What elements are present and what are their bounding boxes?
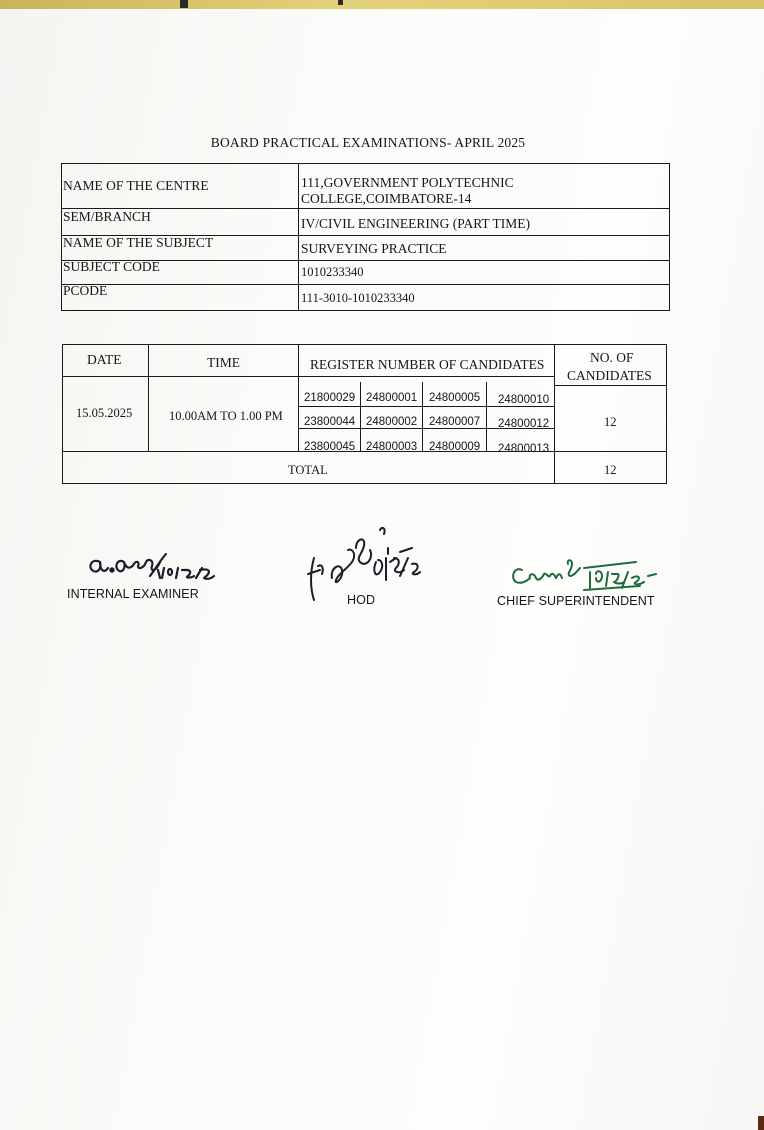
register-header: REGISTER NUMBER OF CANDIDATES xyxy=(310,357,545,372)
branch-value: IV/CIVIL ENGINEERING (PART TIME) xyxy=(301,216,531,231)
count-header-line2: CANDIDATES xyxy=(567,368,652,383)
count-header-line1: NO. OF xyxy=(590,350,634,365)
tape-mark xyxy=(338,0,343,5)
date-header: DATE xyxy=(87,352,122,367)
register-number: 24800007 xyxy=(429,416,481,428)
register-number: 24800003 xyxy=(366,441,418,453)
subject-code-value: 1010233340 xyxy=(301,265,364,279)
chief-superintendent-label: CHIEF SUPERINTENDENT xyxy=(497,594,655,608)
register-number: 23800045 xyxy=(304,441,356,453)
centre-value-line1: 111,GOVERNMENT POLYTECHNIC xyxy=(301,175,514,190)
internal-examiner-label: INTERNAL EXAMINER xyxy=(67,587,199,601)
exam-schedule-table xyxy=(62,344,667,484)
register-number: 24800009 xyxy=(429,441,481,453)
centre-value-line2: COLLEGE,COIMBATORE-14 xyxy=(301,191,472,206)
register-number: 21800029 xyxy=(304,392,356,404)
subject-code-label: SUBJECT CODE xyxy=(63,259,160,274)
subject-label: NAME OF THE SUBJECT xyxy=(63,235,214,250)
exam-time: 10.00AM TO 1.00 PM xyxy=(169,409,283,423)
internal-examiner-signature xyxy=(82,548,222,588)
register-number: 24800010 xyxy=(498,394,550,406)
pcode-label: PCODE xyxy=(63,283,108,298)
register-number: 24800012 xyxy=(498,418,550,430)
centre-label: NAME OF THE CENTRE xyxy=(63,178,209,193)
branch-label: SEM/BRANCH xyxy=(63,209,151,224)
register-number: 24800005 xyxy=(429,392,481,404)
register-number: 23800044 xyxy=(304,416,356,428)
time-header: TIME xyxy=(207,355,240,370)
register-number: 24800013 xyxy=(498,443,550,455)
exam-date: 15.05.2025 xyxy=(76,406,133,420)
top-tape-strip xyxy=(0,0,764,9)
subject-value: SURVEYING PRACTICE xyxy=(301,241,447,256)
total-label: TOTAL xyxy=(288,463,328,477)
hod-signature xyxy=(300,518,440,604)
document-title: BOARD PRACTICAL EXAMINATIONS- APRIL 2025 xyxy=(210,135,526,150)
total-count: 12 xyxy=(604,463,617,477)
pcode-value: 111-3010-1010233340 xyxy=(301,291,415,305)
register-number: 24800002 xyxy=(366,416,418,428)
centre-info-table xyxy=(61,163,670,311)
register-number: 24800001 xyxy=(366,392,418,404)
hod-label: HOD xyxy=(347,593,376,607)
chief-superintendent-signature xyxy=(506,552,662,594)
tape-mark xyxy=(180,0,188,8)
page-corner-mark xyxy=(758,1116,764,1130)
candidate-count: 12 xyxy=(604,415,617,429)
